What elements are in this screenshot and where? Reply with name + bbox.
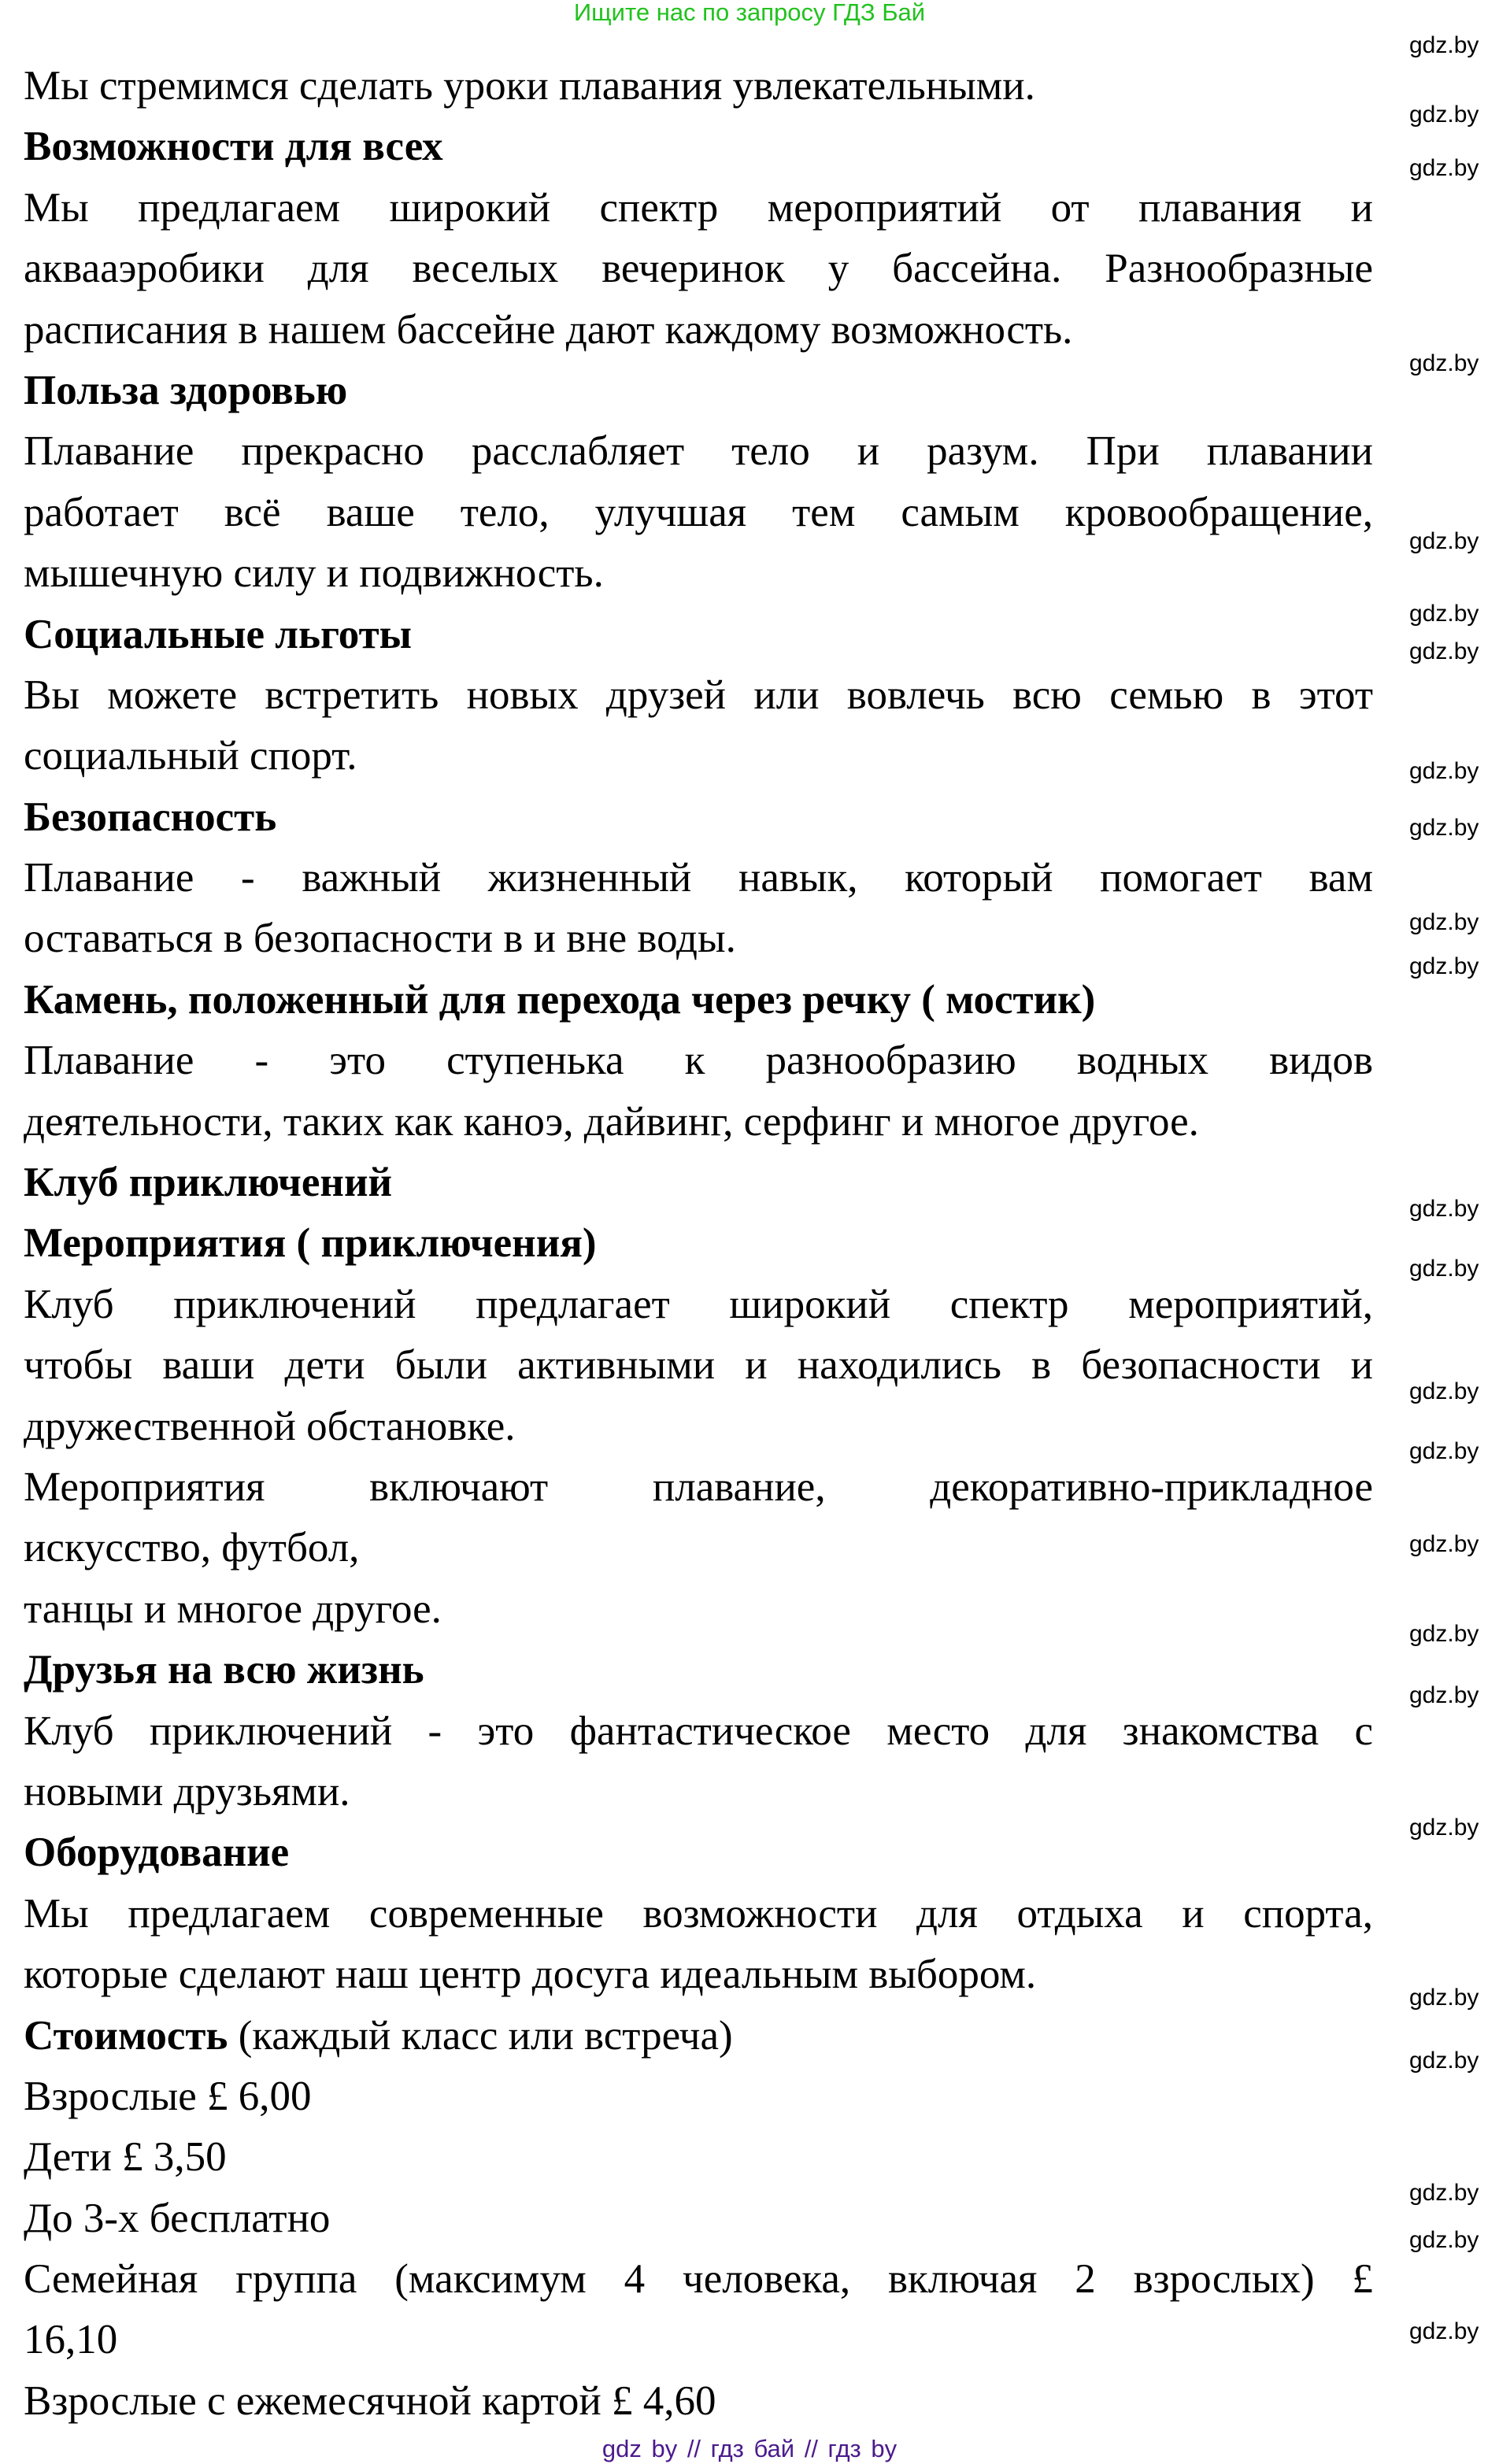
watermark-text: gdz.by <box>1409 2180 1479 2206</box>
watermark-text: gdz.by <box>1409 1378 1479 1404</box>
watermark-text: gdz.by <box>1409 102 1479 128</box>
paragraph-line: искусство, футбол, <box>24 1525 360 1571</box>
paragraph-line: Плавание прекрасно расслабляет тело и разум. При плавании <box>24 428 1373 475</box>
section-heading <box>24 787 1373 848</box>
paragraph-line: которые сделают наш центр досуга идеальным выбором. <box>24 1952 1037 1998</box>
section-heading <box>24 1213 1373 1274</box>
heading-text: Камень, положенный для перехода через речку ( мостик) <box>24 976 1096 1023</box>
heading-text: Безопасность <box>24 794 277 840</box>
paragraph-line: Мы предлагаем современные возможности для отдыха и спорта, <box>24 1890 1373 1937</box>
paragraph-line: Взрослые £ 6,00 <box>24 2073 312 2119</box>
paragraph-line: деятельности, таких как каноэ, дайвинг, серфинг и многое другое. <box>24 1098 1199 1145</box>
heading-text: Клуб приключений <box>24 1160 393 1206</box>
paragraph-line: Семейная группа (максимум 4 человека, включая 2 взрослых) £ <box>24 2256 1373 2303</box>
paragraph-line: Мероприятия включают плавание, декоративно-прикладное <box>24 1463 1373 1510</box>
section-heading <box>24 361 1373 421</box>
section-heading <box>24 1152 1373 1213</box>
watermark-text: gdz.by <box>1409 638 1479 664</box>
section-heading <box>24 970 1373 1030</box>
paragraph-line: Плавание - важный жизненный навык, который помогает вам <box>24 855 1373 901</box>
watermark-text: gdz.by <box>1409 528 1479 554</box>
paragraph-line: Дети £ 3,50 <box>24 2134 227 2181</box>
paragraph-line: танцы и многое другое. <box>24 1585 442 1632</box>
watermark-text: gdz.by <box>1409 2227 1479 2253</box>
heading-text: Оборудование <box>24 1830 290 1876</box>
paragraph-line: новыми друзьями. <box>24 1768 350 1815</box>
paragraph-line: Вы можете встретить новых друзей или вовлечь всю семью в этот <box>24 671 1373 718</box>
section-heading <box>24 605 1373 665</box>
search-banner: Ищите нас по запросу ГДЗ Бай <box>573 0 926 26</box>
paragraph-line: работает всё ваше тело, улучшая тем самым кровообращение, <box>24 489 1373 535</box>
watermark-text: gdz.by <box>1409 1815 1479 1841</box>
heading-text: Стоимость <box>24 2012 228 2059</box>
paragraph-line: дружественной обстановке. <box>24 1403 516 1449</box>
watermark-text: gdz.by <box>1409 1256 1479 1282</box>
section-heading <box>24 2006 1373 2066</box>
paragraph-line: чтобы ваши дети были активными и находились в безопасности и <box>24 1342 1373 1389</box>
paragraph-line: Клуб приключений - это фантастическое место для знакомства с <box>24 1707 1373 1754</box>
watermark-text: gdz.by <box>1409 601 1479 627</box>
watermark-text: gdz.by <box>1409 1531 1479 1557</box>
watermark-text: gdz.by <box>1409 758 1479 784</box>
section-heading <box>24 117 1373 177</box>
watermark-text: gdz.by <box>1409 953 1479 979</box>
paragraph-line: социальный спорт. <box>24 733 357 779</box>
paragraph-line: Мы стремимся сделать уроки плавания увлекательными. <box>24 63 1035 109</box>
paragraph-line: Мы предлагаем широкий спектр мероприятий от плавания и <box>24 184 1373 231</box>
watermark-text: gdz.by <box>1409 909 1479 935</box>
section-heading <box>24 1822 1373 1883</box>
paragraph-line: Плавание - это ступенька к разнообразию водных видов <box>24 1038 1373 1084</box>
paragraph-line: мышечную силу и подвижность. <box>24 550 604 597</box>
section-heading <box>24 1640 1373 1700</box>
watermark-text: gdz.by <box>1409 350 1479 376</box>
heading-text: Друзья на всю жизнь <box>24 1647 424 1693</box>
paragraph-line: Взрослые с ежемесячной картой £ 4,60 <box>24 2377 716 2424</box>
watermark-text: gdz.by <box>1409 2048 1479 2074</box>
paragraph-line: До 3-х бесплатно <box>24 2195 331 2241</box>
paragraph-line: 16,10 <box>24 2317 118 2363</box>
watermark-text: gdz.by <box>1409 155 1479 181</box>
heading-text: Социальные льготы <box>24 611 412 657</box>
document-body <box>24 56 1373 2432</box>
heading-text: Мероприятия ( приключения) <box>24 1220 597 1267</box>
watermark-text: gdz.by <box>1409 1196 1479 1222</box>
paragraph-line: Клуб приключений предлагает широкий спектр мероприятий, <box>24 1281 1373 1327</box>
watermark-text: gdz.by <box>1409 1985 1479 2011</box>
watermark-text: gdz.by <box>1409 815 1479 841</box>
heading-text: Возможности для всех <box>24 124 443 170</box>
paragraph-line: аквааэробики для веселых вечеринок у бассейна. Разнообразные <box>24 246 1373 292</box>
paragraph-line: оставаться в безопасности в и вне воды. <box>24 916 736 962</box>
heading-text: Польза здоровью <box>24 367 348 413</box>
watermark-text: gdz.by <box>1409 1438 1479 1464</box>
watermark-text: gdz.by <box>1409 1682 1479 1708</box>
paragraph-line: расписания в нашем бассейне дают каждому возможность. <box>24 306 1073 353</box>
watermark-text: gdz.by <box>1409 1621 1479 1647</box>
heading-suffix: (каждый класс или встреча) <box>228 2012 733 2059</box>
footer-banner: gdz by // гдз бай // гдз by <box>601 2435 898 2462</box>
watermark-text: gdz.by <box>1409 2318 1479 2344</box>
watermark-text: gdz.by <box>1409 32 1479 58</box>
